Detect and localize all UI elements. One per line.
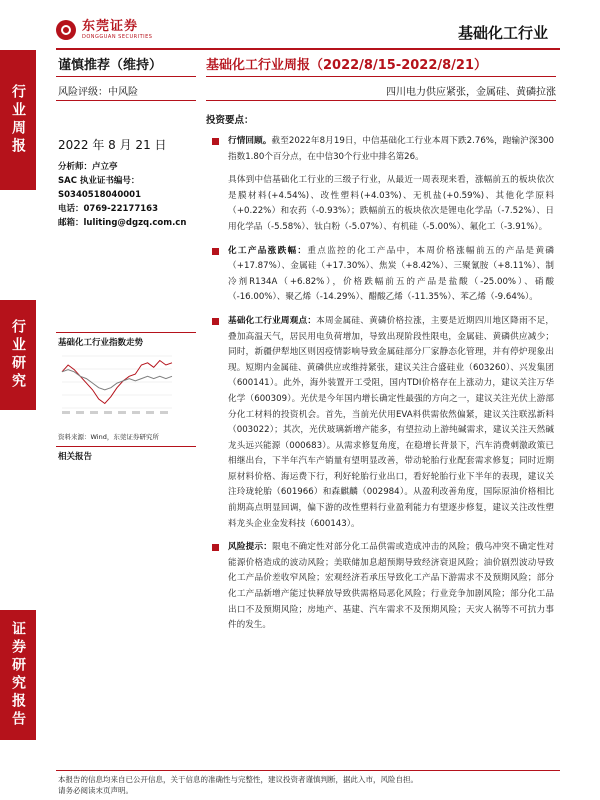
chart-x-tick (146, 411, 154, 414)
side-band-securities: 证券研究报告 (0, 610, 36, 740)
company-logo (56, 20, 152, 40)
analyst-cert-label: SAC 执业证书编号： (58, 176, 140, 186)
chart-top-divider (56, 332, 196, 333)
side-band-weekly: 行业周报 (0, 50, 36, 190)
chart-x-tick (62, 411, 70, 414)
index-trend-chart (58, 352, 176, 420)
chart-source: 资料来源：Wind，东莞证券研究所 (58, 433, 159, 441)
analyst-phone: 电话：0769-22177163 (58, 204, 158, 214)
bullet-square-icon (212, 248, 219, 255)
main-content (206, 112, 554, 634)
logo-name-en: DONGGUAN SECURITIES (82, 34, 153, 40)
chart-title: 基础化工行业指数走势 (58, 338, 144, 348)
title-divider-left (56, 76, 196, 77)
risk-warning-heading: 风险提示： (228, 542, 273, 553)
subtitle-divider-left (56, 100, 196, 101)
market-review-text: 截至2022年8月19日，中信基础化工行业本周下跌2.76%，跑输沪深300指数1.80个百分点，在中信30个行业中排名第26。 (228, 136, 554, 162)
chart-x-tick (118, 411, 126, 414)
product-price-paragraph (206, 244, 554, 306)
analyst-cert-no: S0340518040001 (58, 190, 142, 200)
market-review-paragraph (206, 134, 554, 165)
title-divider-right (206, 76, 556, 77)
report-subtitle: 四川电力供应紧张，金属硅、黄磷拉涨 (386, 87, 556, 98)
weekly-view-paragraph (206, 314, 554, 532)
subtitle-divider-right (206, 100, 556, 101)
chart-x-tick (104, 411, 112, 414)
rating: 谨慎推荐（维持） (58, 58, 163, 73)
weekly-view-heading: 基础化工行业周观点： (228, 315, 317, 326)
related-reports-label: 相关报告 (58, 452, 93, 462)
chart-series-line-1 (62, 370, 172, 390)
bullet-square-icon (212, 138, 219, 145)
report-title: 基础化工行业周报（2022/8/15-2022/8/21） (206, 58, 488, 73)
risk-level: 风险评级：中风险 (58, 87, 138, 98)
investment-points-label: 投资要点： (206, 115, 254, 126)
footer-line-2: 请务必阅读末页声明。 (58, 786, 133, 795)
weekly-view-text: 本周金属硅、黄磷价格拉涨，主要是近期四川地区降雨不足，叠加高温天气，居民用电负荷增加，导致出现阶段性限电，金属硅、黄磷供应减少；同时，新疆伊犁地区则因疫情影响导致金属硅部分厂家静态化管理，并有停炉现象出现。短期内金属硅、黄磷供应或维持紧张，建议关注合盛硅业（603260）、兴发集团（600141）。此外，海外装置开工受阻，国内TDI价格存在上涨动力，建议关注万华化学（600309）。光伏是今年国内增长确定性最强的方向之一，建议关注光伏上游部分化工材料的投资机会。首先，当前光伏用EVA料供需依然偏紧，建议关注联泓新料（003022）；其次，光伏玻璃新增产能多，有望拉动上游纯碱需求，建议关注天然碱龙头远兴能源（000683）。从需求修复角度，在稳增长背景下，汽车消费刺激政策已相继出台，下半年汽车产销量有望明显改善，带动轮胎行业配套需求修复；同时近期原材料价格、海运费下行，利好轮胎行业出口，看好轮胎行业下半年的表现，建议关注玲珑轮胎（601966）和森麒麟（002984）。从盈利改善角度，国际原油价格相比前期高点明显回调，偏下游的改性塑料行业盈利能力有望逐步修复，建议关注改性塑料龙头企业金发科技（600143）。 (228, 315, 554, 529)
analyst-name: 分析师：卢立亭 (58, 162, 118, 172)
related-divider (56, 446, 196, 447)
chart-x-tick (132, 411, 140, 414)
bullet-square-icon (212, 318, 219, 325)
risk-warning-paragraph (206, 540, 554, 634)
header-industry: 基础化工行业 (457, 24, 548, 42)
chart-x-tick (90, 411, 98, 414)
analyst-info (58, 160, 186, 230)
side-band-research: 行业研究 (0, 300, 36, 410)
footer-line-1: 本报告的信息均来自已公开信息，关于信息的准确性与完整性，建议投资者谨慎判断，据此入市，风险自担。 (58, 775, 418, 784)
analyst-email[interactable]: 邮箱：luliting@dgzq.com.cn (58, 218, 187, 228)
footer-disclaimer (58, 774, 558, 796)
logo-name-cn: 东莞证券 (82, 19, 139, 34)
header-divider (56, 48, 560, 50)
product-price-text: 重点监控的化工产品中，本周价格涨幅前五的产品是黄磷（+17.87%）、金属硅（+17.30%）、焦炭（+8.42%）、三聚氰胺（+8.11%）、制冷剂R134A（+6.82%），价格跌幅前五的产品是盐酸（-25.00%）、硝酸（-16.00%）、聚乙烯（-14.29%）、醋酸乙烯（-11.35%）、苯乙烯（-9.64%）。 (228, 245, 554, 303)
risk-warning-text: 限电不确定性对部分化工品供需或造成冲击的风险；俄乌冲突不确定性对能源价格造成的波动风险；美联储加息超预期导致经济衰退风险；油价剧烈波动导致化工产品价差收窄风险；宏观经济若承压导致化工产品下游需求不及预期风险；部分化工产品新增产能过快释放导致供需格局恶化风险；行业竞争加剧风险；部分化工品出口不及预期风险；房地产、基建、汽车需求不及预期风险；天灾人祸等不可抗力事件的发生。 (228, 542, 554, 631)
logo-icon (56, 20, 76, 40)
chart-x-tick (160, 411, 168, 414)
market-review-heading: 行情回顾。 (228, 136, 272, 146)
bullet-square-icon (212, 544, 219, 551)
product-price-heading: 化工产品涨跌幅： (228, 245, 308, 256)
footer-divider (56, 770, 560, 771)
chart-x-tick (76, 411, 84, 414)
report-date: 2022 年 8 月 21 日 (58, 138, 167, 152)
sub-industry-paragraph: 具体到中信基础化工行业的三级子行业，从最近一周表现来看，涨幅前五的板块依次是膜材料(+4.54%)、改性塑料(+4.03%)、无机盐(+0.59%)、其他化学原料（+0.22%）和农药（-0.93%）；跌幅前五的板块依次是锂电化学品（-7.52%）、日用化学品（-5.58%）、钛白粉（-5.07%）、有机硅（-5.00%）、氟化工（-3.91%）。 (228, 175, 554, 232)
